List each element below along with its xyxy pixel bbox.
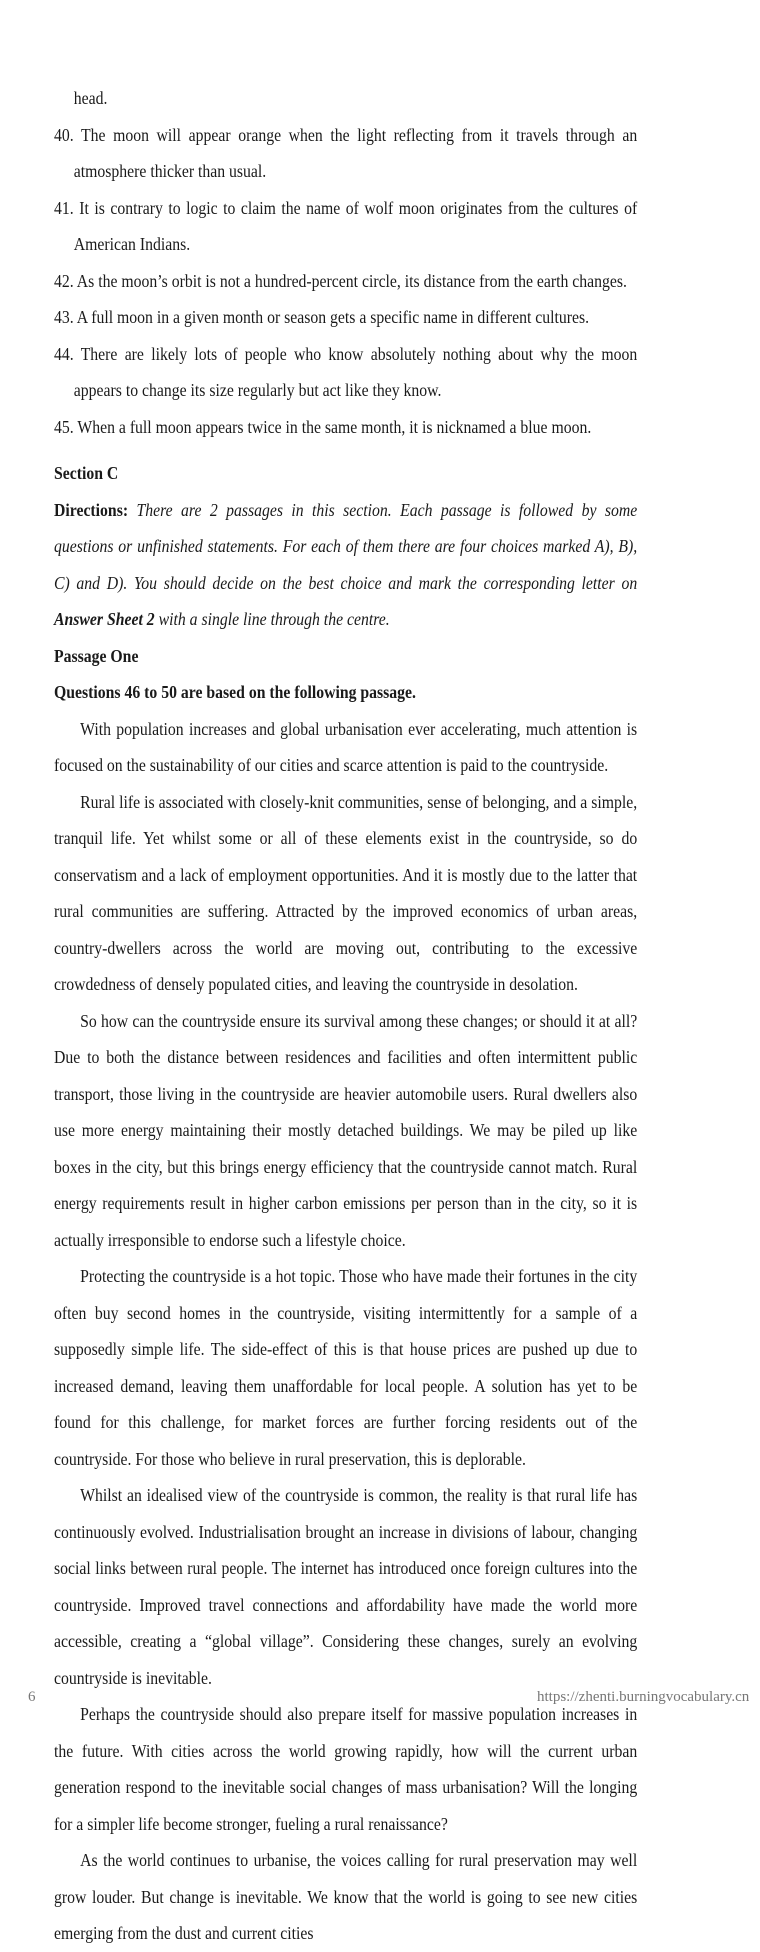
answer-sheet-label: Answer Sheet 2	[54, 609, 155, 629]
page-number: 6	[28, 1689, 36, 1705]
passage-paragraph-5: Whilst an idealised view of the countryside is common, the reality is that rural life has continuously evolved. Industrialisation brought an increase in divisions of labour, changing social links between rural people. The internet has introduced once foreign cultures into the countryside. Improved travel connections and affordability have made the world more accessible, creating a “global village”. Considering these changes, surely an evolving countryside is inevitable.	[54, 1485, 638, 1688]
questions-note: Questions 46 to 50 are based on the following passage.	[54, 682, 416, 702]
footer-url[interactable]: https://zhenti.burningvocabulary.cn	[537, 1689, 750, 1705]
statement-number: 42.	[54, 270, 74, 291]
statement-number: 43.	[54, 307, 74, 327]
passage-paragraph-3: So how can the countryside ensure its survival among these changes; or should it at all? Due to both the distance between residences and facilities and often intermittent public transport, those living in the countryside are heavier automobile users. Rural dwellers also use more energy maintaining their mostly detached buildings. We may be piled up like boxes in the city, but this brings energy efficiency that the countryside cannot match. Rural energy requirements result in higher carbon emissions per person than in the city, so it is actually irresponsible to endorse such a lifestyle choice.	[54, 1010, 638, 1250]
statement-42	[54, 263, 637, 300]
page-content	[54, 80, 637, 1952]
statement-text: The moon will appear orange when the light reflecting from it travels through an atmosphere thicker than usual.	[73, 124, 638, 181]
statement-number: 44.	[54, 343, 74, 364]
passage-title: Passage One	[54, 645, 139, 666]
statement-text: It is contrary to logic to claim the name of wolf moon originates from the cultures of American Indians.	[73, 197, 638, 254]
passage-paragraph-6: Perhaps the countryside should also prepare itself for massive population increases in the future. With cities across the world growing rapidly, how will the current urban generation respond to the inevitable social changes of mass urbanisation? Will the longing for a simpler life become stronger, fueling a rural renaissance?	[54, 1704, 638, 1834]
passage-paragraph-7: As the world continues to urbanise, the voices calling for rural preservation may well grow louder. But change is inevitable. We know that the world is going to see new cities emerging from the dust and current cities	[54, 1850, 638, 1943]
statement-text: As the moon’s orbit is not a hundred-percent circle, its distance from the earth changes.	[76, 270, 627, 291]
statement-text: A full moon in a given month or season gets a specific name in different cultures.	[76, 307, 590, 327]
section-title: Section C	[54, 463, 119, 483]
passage-paragraph-2: Rural life is associated with closely-knit communities, sense of belonging, and a simple, tranquil life. Yet whilst some or all of these elements exist in the countryside, so do conservatism and a lack of employment opportunities. And it is mostly due to the latter that rural communities are suffering. Attracted by the improved economics of urban areas, country-dwellers across the world are moving out, contributing to the excessive crowdedness of densely populated cities, and leaving the countryside in desolation.	[54, 791, 638, 994]
continued-fragment: head.	[73, 88, 108, 108]
directions	[54, 492, 637, 638]
statement-number: 41.	[54, 197, 74, 218]
statement-44	[54, 336, 637, 409]
directions-text-1: There are 2 passages in this section. Each passage is followed by some questions or unfinished statements. For each of them there are four choices marked A), B), C) and D). You should decide on the best choice and mark the corresponding letter on	[54, 499, 638, 593]
statement-number: 45.	[54, 416, 74, 437]
directions-text-2: with a single line through the centre.	[154, 609, 390, 629]
statement-text: There are likely lots of people who know absolutely nothing about why the moon appears to change its size regularly but act like they know.	[73, 343, 638, 400]
directions-label: Directions:	[54, 499, 129, 520]
statement-text: When a full moon appears twice in the same month, it is nicknamed a blue moon.	[77, 416, 592, 437]
statement-number: 40.	[54, 124, 74, 145]
statement-41	[54, 190, 637, 263]
passage-paragraph-1: With population increases and global urbanisation ever accelerating, much attention is focused on the sustainability of our cities and scarce attention is paid to the countryside.	[54, 718, 638, 775]
statement-40	[54, 117, 637, 190]
statement-43	[54, 299, 637, 336]
passage-paragraph-4: Protecting the countryside is a hot topic. Those who have made their fortunes in the city often buy second homes in the countryside, visiting intermittently for a sample of a supposedly simple life. The side-effect of this is that house prices are pushed up due to increased demand, leaving them unaffordable for local people. A solution has yet to be found for this challenge, for market forces are further forcing residents out of the countryside. For those who believe in rural preservation, this is deplorable.	[54, 1266, 638, 1469]
statement-45	[54, 409, 637, 446]
